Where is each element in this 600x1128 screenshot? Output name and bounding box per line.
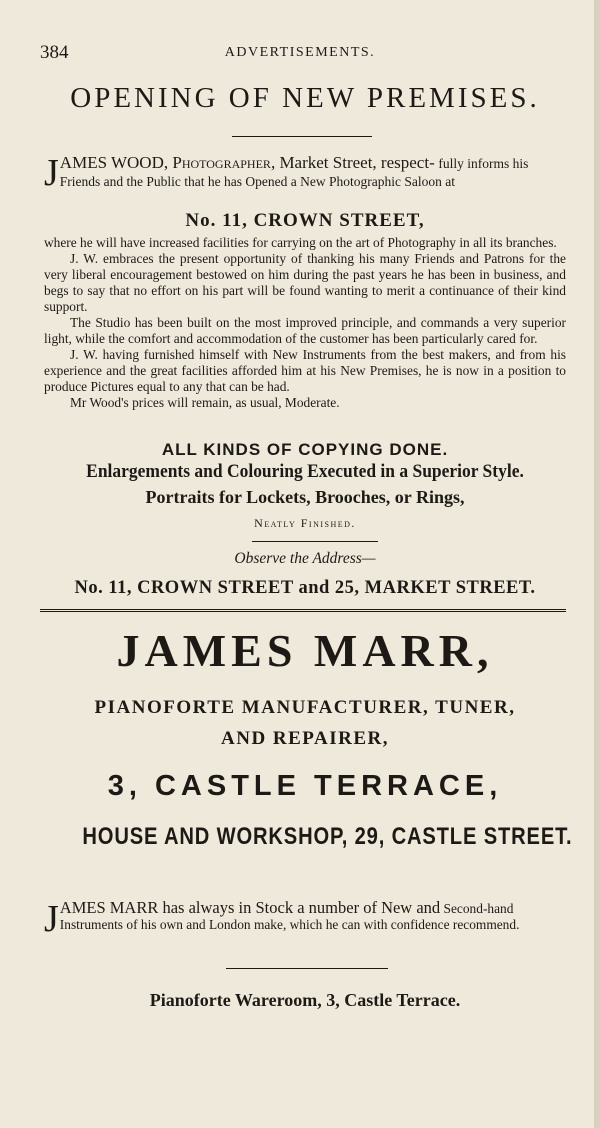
marr-house: HOUSE AND WORKSHOP, 29, CASTLE STREET. <box>82 823 573 850</box>
headline-rule <box>232 136 372 137</box>
wood-dropcap: J <box>44 152 59 194</box>
observe-rule <box>252 541 378 542</box>
running-title: ADVERTISEMENTS. <box>224 45 376 60</box>
wareroom-line: Pianoforte Wareroom, 3, Castle Terrace. <box>149 990 461 1010</box>
portraits-line: Portraits for Lockets, Brooches, or Rings, <box>145 487 465 507</box>
section-divider <box>40 609 566 613</box>
wood-paragraph: J. W. embraces the present opportunity of thanking his many Friends and Patrons for the very liberal encouragement bestowed on him during the past years he has been in business, and begs to say that no effort on his part will be found wanting to merit a continuance of their kind support. <box>44 251 566 314</box>
wood-intro-lead-after: , Market Street, respect- <box>270 153 435 172</box>
wood-intro-photographer: Photographer <box>172 153 271 172</box>
wood-paragraph: where he will have increased facilities for carrying on the art of Photography in all its branches. <box>44 235 557 250</box>
wood-address: No. 11, CROWN STREET, <box>185 210 425 231</box>
wood-paragraph: Mr Wood's prices will remain, as usual, Moderate. <box>70 395 340 410</box>
enlargements-line: Enlargements and Colouring Executed in a Superior Style. <box>86 461 524 482</box>
wood-intro-lead: AMES WOOD, <box>59 153 173 172</box>
wood-intro <box>44 152 572 194</box>
wareroom-rule <box>226 968 388 969</box>
marr-stock-notice <box>44 898 572 940</box>
wood-paragraph: The Studio has been built on the most improved principle, and commands a very superior light, while the comfort and accommodation of the customer has been particularly cared for. <box>44 315 566 346</box>
wood-intro-rest: fully informs his Friends and the Public that he has Opened a New Photographic Saloon at <box>59 156 529 189</box>
marr-trade-line1: PIANOFORTE MANUFACTURER, TUNER, <box>94 697 516 718</box>
wood-body <box>44 235 566 411</box>
wood-paragraph: J. W. having furnished himself with New Instruments from the best makers, and from his experience and the great facilities afforded him at his New Premises, he is now in a position to produce Pictures equal to any that can be had. <box>44 347 566 394</box>
marr-stock-lead: AMES MARR has always in Stock a number of New and <box>59 898 441 917</box>
page-edge <box>594 0 600 1128</box>
marr-address: 3, CASTLE TERRACE, <box>107 770 503 802</box>
running-head <box>40 42 560 62</box>
observe-address: Observe the Address— <box>234 550 376 567</box>
marr-trade-line2: AND REPAIRER, <box>221 728 389 749</box>
neatly-finished: Neatly Finished. <box>254 516 356 530</box>
copying-line: ALL KINDS OF COPYING DONE. <box>161 440 449 459</box>
marr-name: JAMES MARR, <box>116 625 494 676</box>
marr-stock-rest: Second-hand Instruments of his own and London make, which he can with confidence recommend. <box>59 901 520 932</box>
page-number: 384 <box>40 42 69 63</box>
wood-full-address: No. 11, CROWN STREET and 25, MARKET STREET. <box>74 578 536 598</box>
marr-dropcap: J <box>44 898 59 940</box>
wood-headline: OPENING OF NEW PREMISES. <box>70 82 540 114</box>
